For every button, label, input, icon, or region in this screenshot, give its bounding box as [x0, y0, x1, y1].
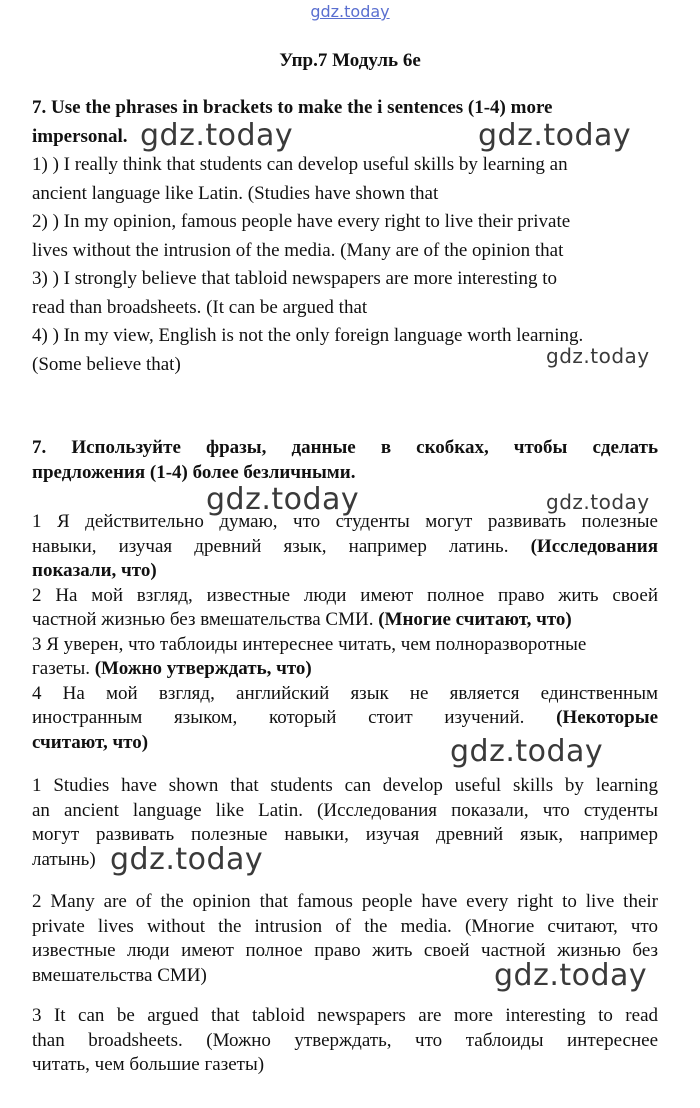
task-ru-heading-line1: 7. Используйте фразы, данные в скобках, чтобы сделать	[32, 437, 658, 458]
task-en-heading-line2: impersonal.	[32, 125, 128, 147]
answer-line: 1 Studies have shown that students can develop useful skills by learning	[32, 775, 658, 796]
watermark-text: gdz.today	[206, 482, 360, 517]
task-ru-bold: (Исследования	[530, 535, 658, 557]
task-ru-item4-line2	[32, 706, 658, 731]
answer-line: могут развивать полезные навыки, изучая древний язык, например	[32, 824, 658, 845]
task-en-line: read than broadsheets. (It can be argued that	[32, 296, 368, 318]
task-en-line: (Some believe that)	[32, 353, 181, 375]
task-ru-item2-line1: 2 На мой взгляд, известные люди имеют полное право жить своей	[32, 584, 658, 606]
task-ru-text: газеты.	[32, 658, 90, 679]
watermark-top-link[interactable]: gdz.today	[310, 2, 390, 21]
task-en-line: 3) ) I strongly believe that tabloid newspapers are more interesting to	[32, 268, 557, 289]
watermark-text: gdz.today	[494, 958, 648, 993]
watermark-text: gdz.today	[140, 118, 294, 153]
task-ru-item2-line2	[32, 608, 658, 633]
task-ru-bold: (Можно утверждать, что)	[94, 658, 312, 679]
answer-line: than broadsheets. (Можно утверждать, что таблоиды интереснее	[32, 1029, 658, 1051]
watermark-text: gdz.today	[450, 734, 604, 769]
answer-3	[32, 1004, 658, 1078]
answer-line: вмешательства СМИ)	[32, 964, 207, 986]
task-ru-text: частной жизнью без вмешательства СМИ.	[32, 609, 374, 630]
watermark-text: gdz.today	[478, 118, 632, 153]
task-ru-item1-line1: 1 Я действительно думаю, что студенты могут развивать полезные	[32, 511, 658, 532]
page-title: Упр.7 Модуль 6е	[279, 50, 421, 71]
answer-line: 2 Many are of the opinion that famous people have every right to live their	[32, 891, 658, 912]
task-ru-item3-line1: 3 Я уверен, что таблоиды интереснее читать, чем полноразворотные	[32, 633, 587, 655]
task-en-line: lives without the intrusion of the media. (Many are of the opinion that	[32, 239, 564, 261]
task-ru-heading-line2: предложения (1-4) более безличными.	[32, 461, 356, 483]
task-ru-bold: показали, что)	[32, 560, 157, 581]
task-ru-item4-line1: 4 На мой взгляд, английский язык не является единственным	[32, 682, 658, 704]
answer-line: латынь)	[32, 848, 96, 870]
task-en-line: 1) ) I really think that students can develop useful skills by learning an	[32, 154, 568, 175]
task-ru-bold: (Некоторые	[556, 707, 658, 728]
task-en-line: ancient language like Latin. (Studies have shown that	[32, 182, 439, 204]
answer-line: читать, чем большие газеты)	[32, 1054, 265, 1075]
task-ru-item1-line2	[32, 535, 658, 560]
answer-line: известные люди имеют полное право жить своей частной жизнью без	[32, 940, 658, 961]
watermark-text: gdz.today	[546, 344, 650, 368]
task-ru-bold: (Многие считают, что)	[378, 609, 572, 630]
task-ru-item3-line2	[32, 657, 658, 682]
task-en-heading-line1: 7. Use the phrases in brackets to make the i sentences (1-4) more	[32, 97, 553, 118]
answer-line: private lives without the intrusion of the media. (Многие считают, что	[32, 915, 658, 937]
task-ru-text: навыки, изучая древний язык, например латинь.	[32, 535, 509, 557]
watermark-text: gdz.today	[546, 490, 650, 514]
task-en-line: 2) ) In my opinion, famous people have every right to live their private	[32, 211, 571, 232]
answer-line: an ancient language like Latin. (Исследования показали, что студенты	[32, 799, 658, 821]
task-ru-text: иностранным языком, который стоит изучений.	[32, 707, 525, 728]
task-ru-bold: считают, что)	[32, 731, 149, 753]
task-ru-item1-line3	[32, 559, 658, 584]
watermark-text: gdz.today	[110, 842, 264, 877]
task-en-line: 4) ) In my view, English is not the only foreign language worth learning.	[32, 325, 584, 346]
answer-line: 3 It can be argued that tabloid newspapers are more interesting to read	[32, 1005, 658, 1026]
